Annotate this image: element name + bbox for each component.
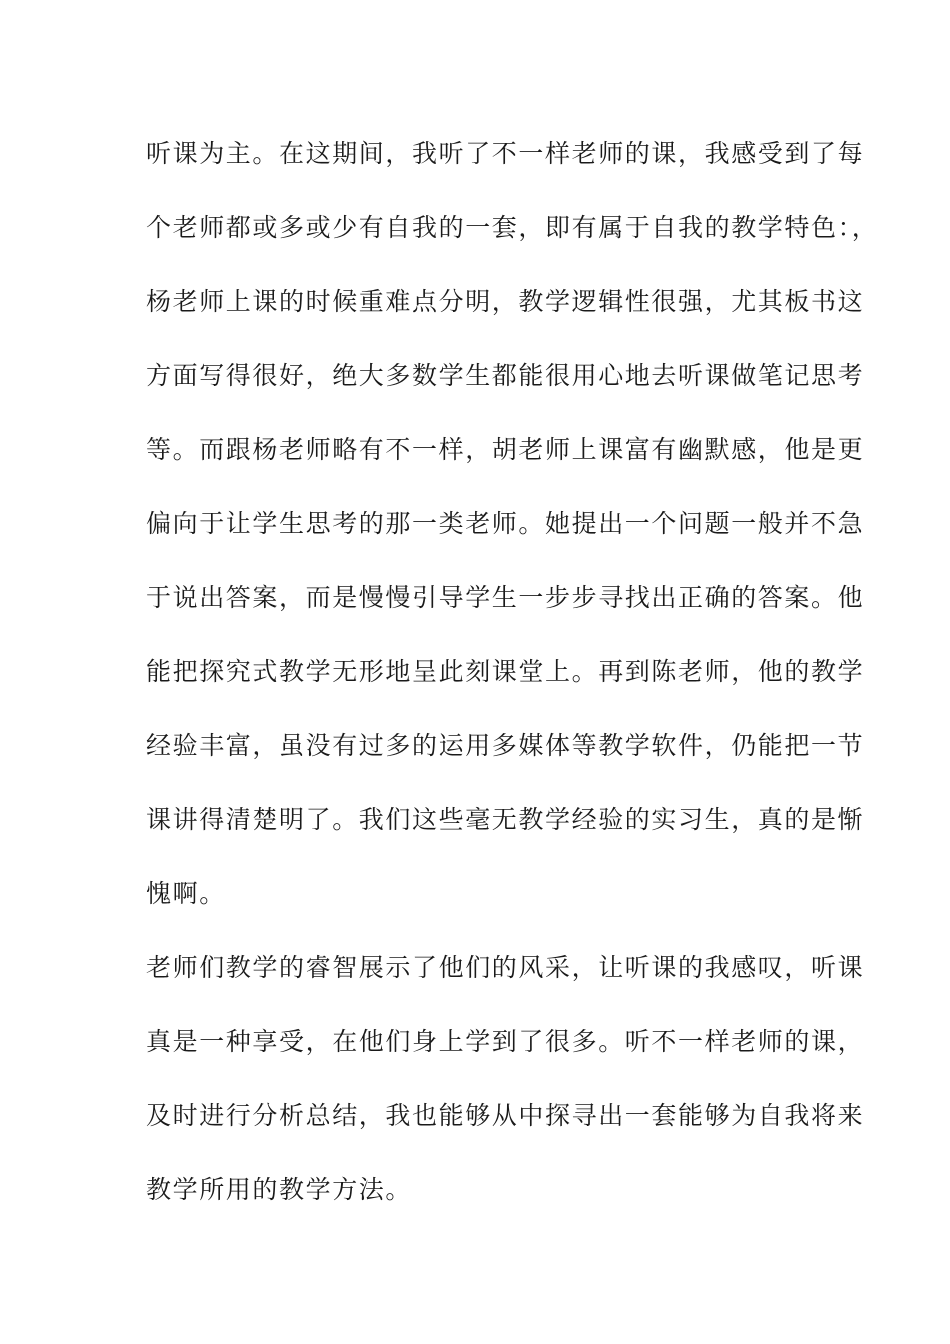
text-line: 经验丰富，虽没有过多的运用多媒体等教学软件，仍能把一节 [146, 731, 865, 760]
text-line: 等。而跟杨老师略有不一样，胡老师上课富有幽默感，他是更 [146, 435, 865, 464]
text-line: 杨老师上课的时候重难点分明，教学逻辑性很强，尤其板书这 [146, 287, 865, 316]
text-line: 个老师都或多或少有自我的一套，即有属于自我的教学特色：， [146, 213, 879, 242]
text-line: 真是一种享受，在他们身上学到了很多。听不一样老师的课， [146, 1027, 865, 1056]
text-line: 能把探究式教学无形地呈此刻课堂上。再到陈老师，他的教学 [146, 657, 865, 686]
text-line: 听课为主。在这期间，我听了不一样老师的课，我感受到了每 [146, 139, 865, 168]
text-line: 教学所用的教学方法。 [146, 1175, 413, 1204]
text-line: 方面写得很好，绝大多数学生都能很用心地去听课做笔记思考 [146, 361, 865, 390]
text-line: 愧啊。 [146, 879, 226, 908]
text-line: 偏向于让学生思考的那一类老师。她提出一个问题一般并不急 [146, 509, 865, 538]
text-line: 课讲得清楚明了。我们这些毫无教学经验的实习生，真的是惭 [146, 805, 865, 834]
text-line: 及时进行分析总结，我也能够从中探寻出一套能够为自我将来 [146, 1101, 865, 1130]
text-line: 老师们教学的睿智展示了他们的风采，让听课的我感叹，听课 [146, 953, 865, 982]
text-line: 于说出答案，而是慢慢引导学生一步步寻找出正确的答案。他 [146, 583, 865, 612]
